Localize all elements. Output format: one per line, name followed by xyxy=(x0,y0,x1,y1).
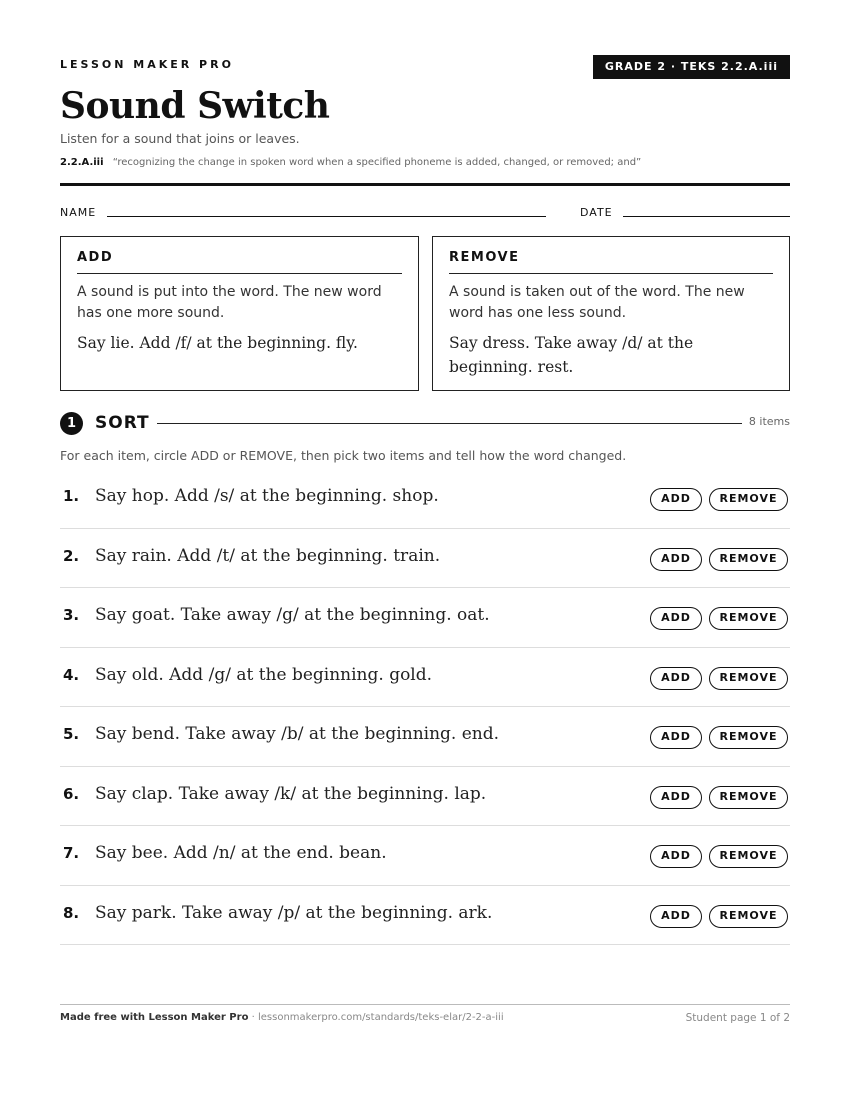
list-item xyxy=(60,767,790,827)
remove-box-example: Say dress. Take away /d/ at the beginning. rest. xyxy=(449,334,694,376)
item-prompt: Say goat. Take away /g/ at the beginning. oat. xyxy=(95,605,490,625)
item-number: 1. xyxy=(63,487,80,505)
list-item xyxy=(60,886,790,946)
section-divider xyxy=(157,423,742,424)
item-prompt: Say clap. Take away /k/ at the beginning. lap. xyxy=(95,783,487,804)
standard-line xyxy=(60,157,641,168)
add-choice-button[interactable]: ADD xyxy=(650,726,702,749)
list-item xyxy=(60,707,790,767)
add-choice-button[interactable]: ADD xyxy=(650,488,702,511)
name-field[interactable] xyxy=(107,216,546,217)
remove-box-title: REMOVE xyxy=(449,250,773,274)
add-box-example: Say lie. Add /f/ at the beginning. fly. xyxy=(77,334,358,352)
add-choice-button[interactable]: ADD xyxy=(650,607,702,630)
item-prompt: Say rain. Add /t/ at the beginning. train. xyxy=(95,545,441,566)
add-choice-button[interactable]: ADD xyxy=(650,845,702,868)
remove-choice-button[interactable]: REMOVE xyxy=(709,667,788,690)
sort-section-header xyxy=(60,411,790,435)
standard-code: 2.2.A.iii xyxy=(60,157,104,168)
list-item xyxy=(60,469,790,529)
add-box-title: ADD xyxy=(77,250,402,274)
standard-text: “recognizing the change in spoken word when a specified phoneme is added, changed, or removed; and” xyxy=(112,157,642,168)
footer-url[interactable]: · lessonmakerpro.com/standards/teks-elar/2-2-a-iii xyxy=(248,1012,504,1023)
list-item xyxy=(60,588,790,648)
add-choice-button[interactable]: ADD xyxy=(650,667,702,690)
name-label: NAME xyxy=(60,206,97,219)
remove-choice-button[interactable]: REMOVE xyxy=(709,905,788,928)
item-number: 7. xyxy=(63,844,80,862)
grade-badge: GRADE 2 · TEKS 2.2.A.iii xyxy=(593,55,790,79)
remove-definition-box xyxy=(432,236,790,391)
header-divider xyxy=(60,183,790,186)
item-prompt: Say hop. Add /s/ at the beginning. shop. xyxy=(95,486,439,506)
add-choice-button[interactable]: ADD xyxy=(650,905,702,928)
add-definition-box xyxy=(60,236,419,391)
item-prompt: Say bend. Take away /b/ at the beginning. end. xyxy=(95,724,500,744)
add-box-description: A sound is put into the word. The new word has one more sound. xyxy=(77,284,382,321)
item-prompt: Say bee. Add /n/ at the end. bean. xyxy=(95,843,387,863)
item-count: 8 items xyxy=(748,415,790,428)
remove-choice-button[interactable]: REMOVE xyxy=(709,488,788,511)
brand-name: LESSON MAKER PRO xyxy=(60,58,234,71)
list-item xyxy=(60,648,790,708)
section-number-badge: 1 xyxy=(60,412,83,435)
item-prompt: Say old. Add /g/ at the beginning. gold. xyxy=(95,664,433,685)
add-choice-button[interactable]: ADD xyxy=(650,548,702,571)
section-instructions: For each item, circle ADD or REMOVE, then pick two items and tell how the word changed. xyxy=(60,448,627,463)
item-prompt: Say park. Take away /p/ at the beginning. ark. xyxy=(95,902,493,923)
page-subtitle: Listen for a sound that joins or leaves. xyxy=(60,131,300,146)
remove-choice-button[interactable]: REMOVE xyxy=(709,726,788,749)
worksheet-page xyxy=(60,0,790,1100)
date-label: DATE xyxy=(580,206,613,219)
remove-choice-button[interactable]: REMOVE xyxy=(709,548,788,571)
add-choice-button[interactable]: ADD xyxy=(650,786,702,809)
remove-choice-button[interactable]: REMOVE xyxy=(709,786,788,809)
remove-choice-button[interactable]: REMOVE xyxy=(709,607,788,630)
item-number: 3. xyxy=(63,606,80,624)
list-item xyxy=(60,826,790,886)
item-list xyxy=(60,469,790,945)
footer-credit xyxy=(60,1012,504,1023)
remove-box-description: A sound is taken out of the word. The new word has one less sound. xyxy=(449,284,745,321)
list-item xyxy=(60,529,790,589)
remove-choice-button[interactable]: REMOVE xyxy=(709,845,788,868)
item-number: 5. xyxy=(63,725,80,743)
item-number: 2. xyxy=(63,546,80,565)
section-title: SORT xyxy=(95,413,150,433)
footer-divider xyxy=(60,1004,790,1005)
item-number: 8. xyxy=(63,903,80,922)
item-number: 4. xyxy=(63,665,80,684)
footer-made-with: Made free with Lesson Maker Pro xyxy=(60,1012,249,1023)
page-title: Sound Switch xyxy=(60,85,330,127)
item-number: 6. xyxy=(63,784,80,803)
page-indicator: Student page 1 of 2 xyxy=(685,1012,790,1024)
date-field[interactable] xyxy=(623,216,790,217)
